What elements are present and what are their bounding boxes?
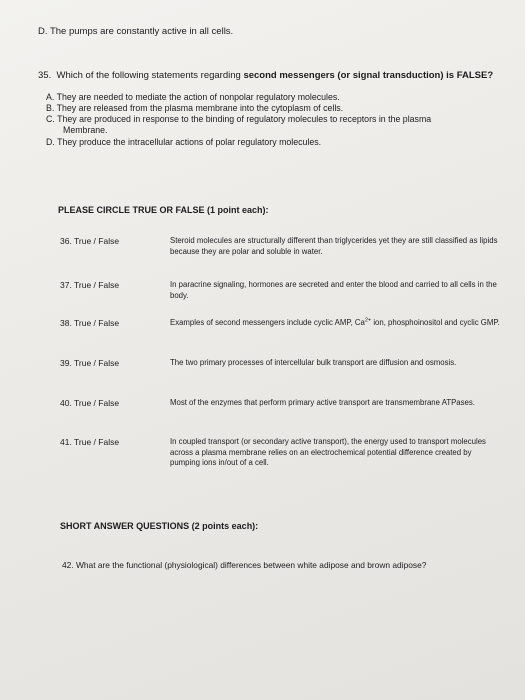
tf-question-text: In coupled transport (or secondary active transport), the energy used to transport molecules across a plasma membrane relies on an electrochemical potential difference created by pumping ions in/out of a cell.	[170, 437, 486, 467]
calcium-charge-superscript: 2+	[364, 317, 372, 324]
tf-question-number: 37. True / False	[60, 280, 120, 290]
previous-question-option-d: D. The pumps are constantly active in all cells.	[38, 26, 234, 37]
tf-question-number: 38. True / False	[60, 318, 120, 328]
question-35-option-d: D. They produce the intracellular actions of polar regulatory molecules.	[46, 137, 322, 147]
question-35-option-c: C. They are produced in response to the binding of regulatory molecules to receptors in the plasma	[46, 114, 432, 124]
tf-question-number: 40. True / False	[60, 398, 120, 408]
tf-question-text	[170, 318, 500, 329]
question-35-option-b: B. They are released from the plasma membrane into the cytoplasm of cells.	[46, 103, 344, 113]
question-35-option-a: A. They are needed to mediate the action of nonpolar regulatory molecules.	[46, 92, 340, 102]
tf-question-text-part: ion, phosphoinositol and cyclic GMP.	[371, 318, 500, 327]
tf-question-text: In paracrine signaling, hormones are secreted and enter the blood and carried to all cells in the body.	[170, 280, 497, 300]
question-35-option-c-continued: Membrane.	[63, 125, 108, 135]
question-35-text: Which of the following statements regarding	[56, 70, 244, 81]
tf-question-text: Most of the enzymes that perform primary active transport are transmembrane ATPases.	[170, 398, 475, 407]
question-42: 42. What are the functional (physiological) differences between white adipose and brown adipose?	[62, 560, 427, 570]
question-35-number: 35.	[38, 70, 52, 81]
question-35-bold-text: second messengers (or signal transduction) is FALSE?	[243, 70, 494, 81]
tf-question-text-part: Examples of second messengers include cyclic AMP, Ca	[170, 318, 365, 327]
tf-question-number: 41. True / False	[60, 437, 120, 447]
tf-question-number: 39. True / False	[60, 358, 120, 368]
tf-question-text: The two primary processes of intercellular bulk transport are diffusion and osmosis.	[170, 358, 457, 367]
true-false-heading: PLEASE CIRCLE TRUE OR FALSE (1 point each):	[58, 205, 269, 215]
short-answer-heading: SHORT ANSWER QUESTIONS (2 points each):	[60, 521, 259, 531]
tf-question-number: 36. True / False	[60, 236, 120, 246]
question-35	[38, 70, 493, 81]
tf-question-text: Steroid molecules are structurally different than triglycerides yet they are still classified as lipids because they are polar and soluble in water.	[170, 236, 498, 256]
